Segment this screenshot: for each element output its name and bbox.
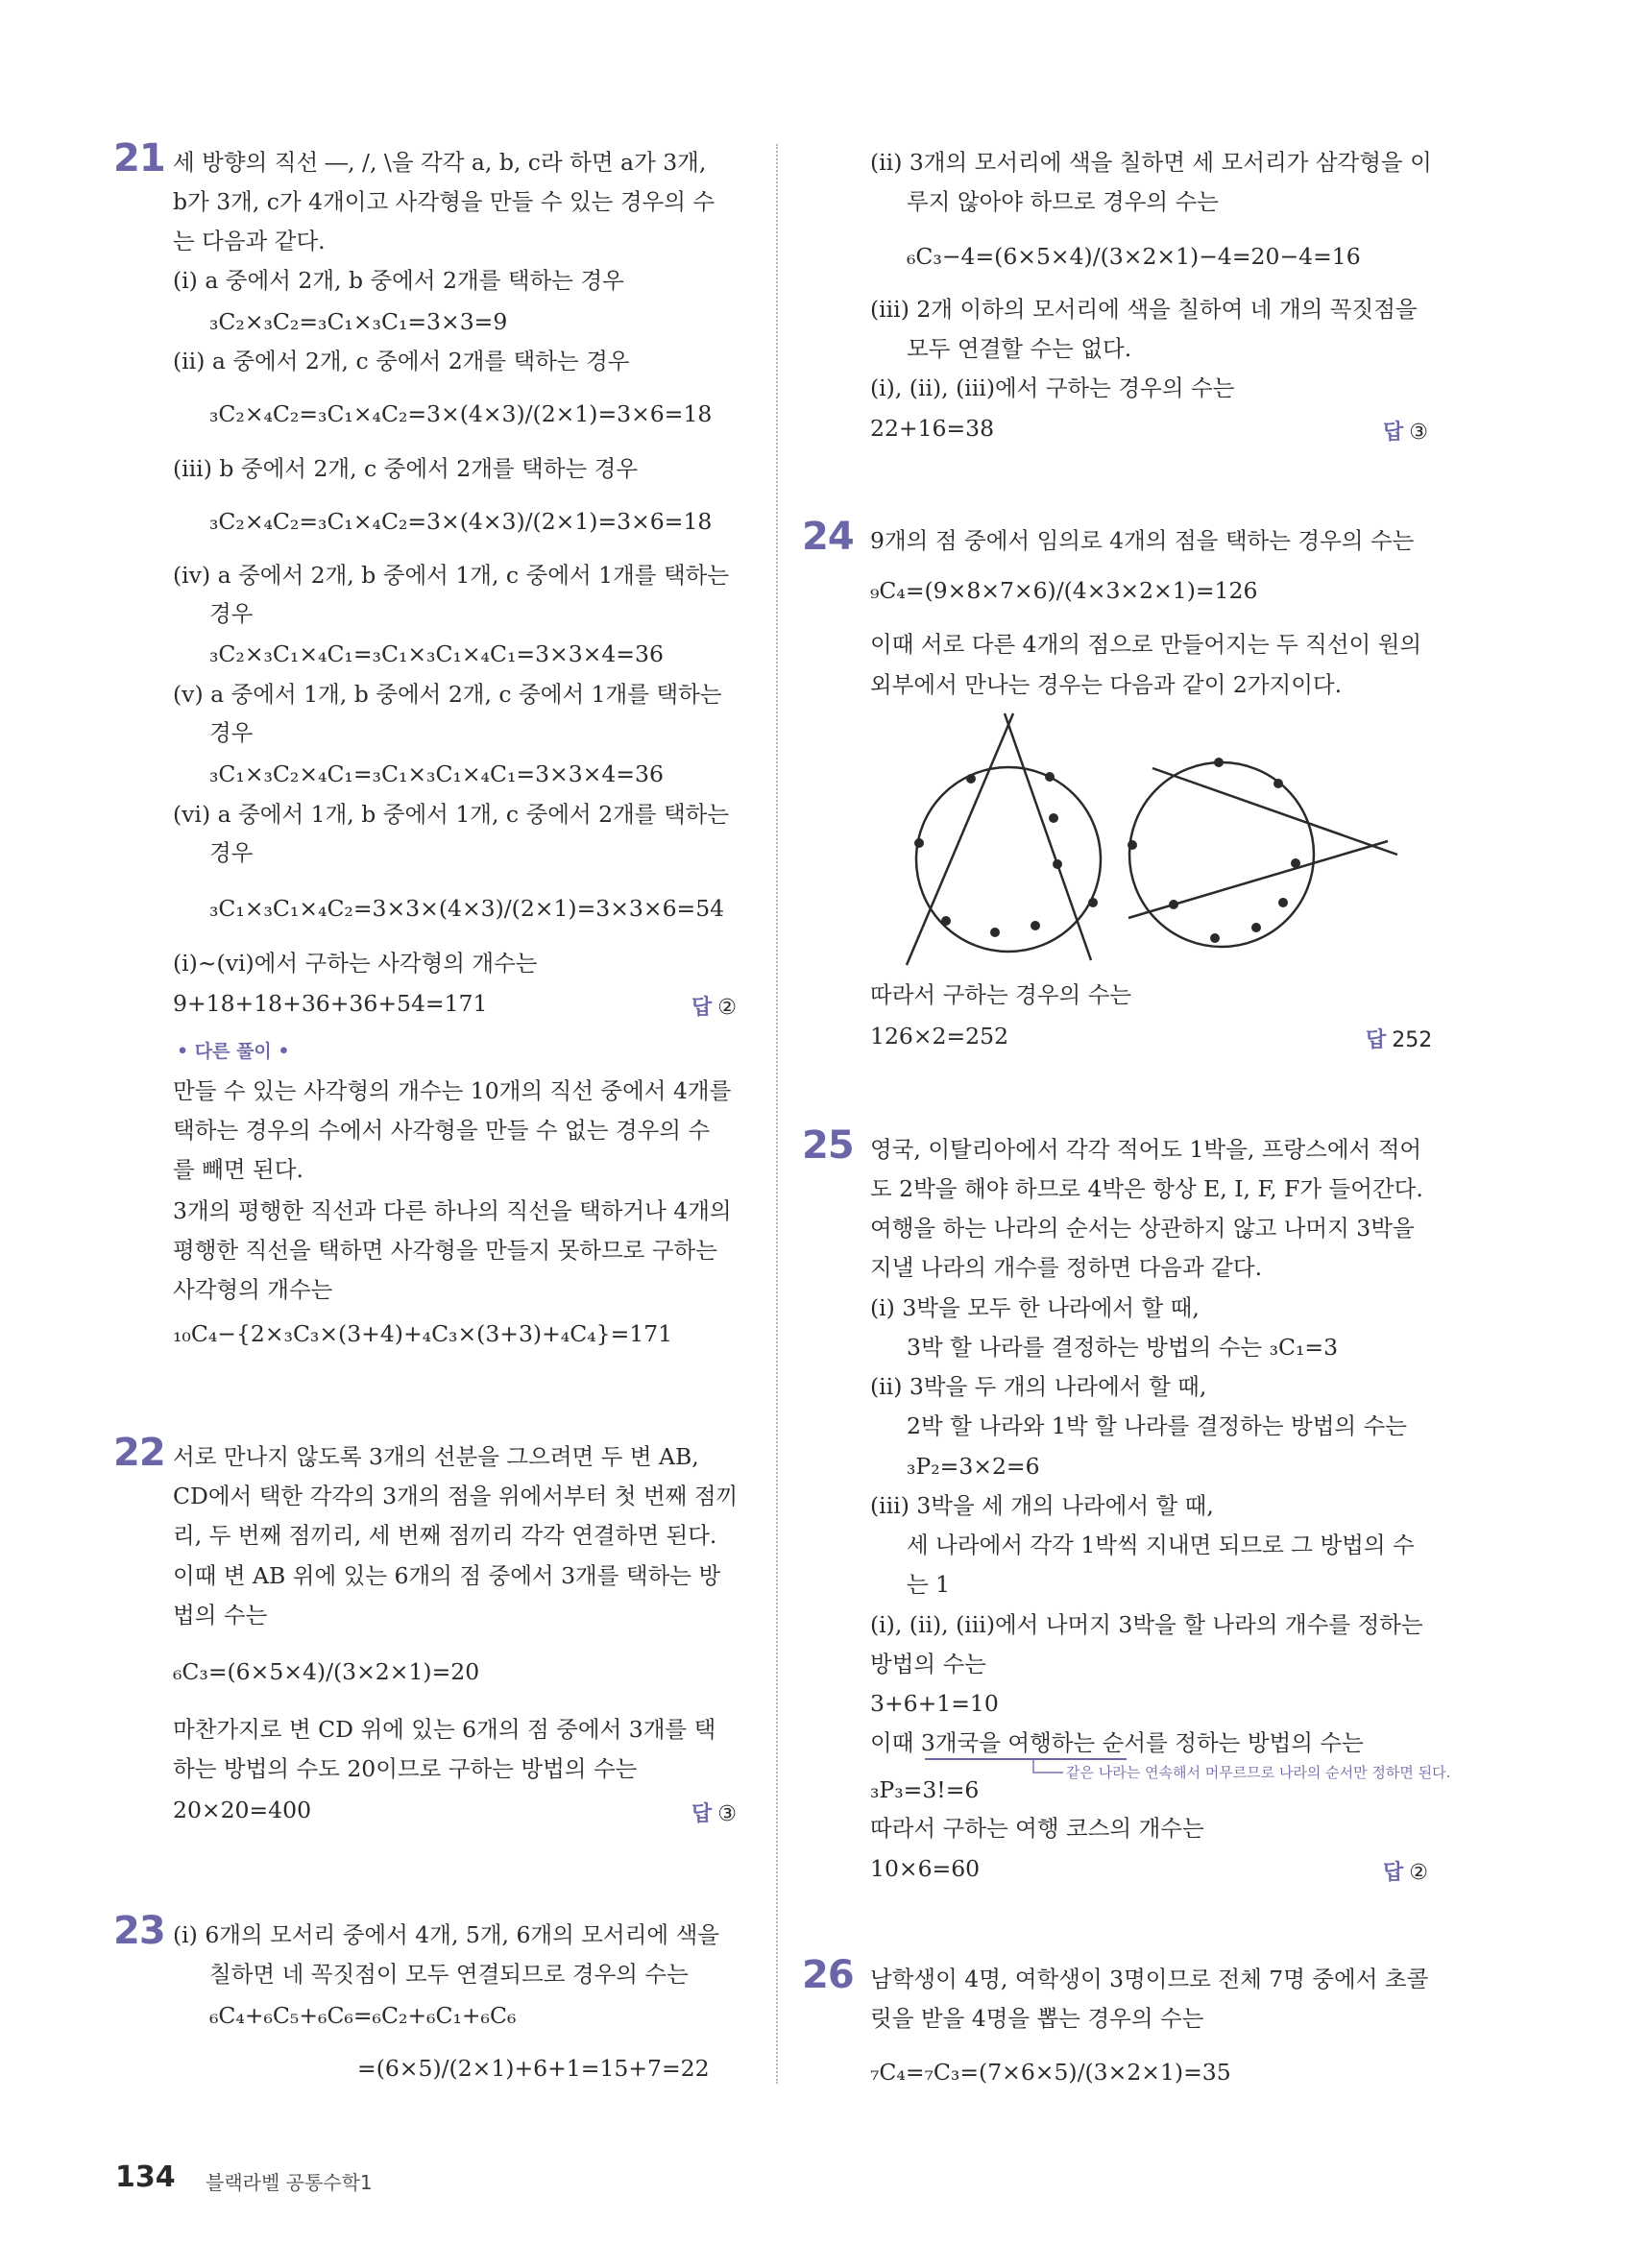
text-line: (ⅳ) a 중에서 2개, b 중에서 1개, c 중에서 1개를 택하는 xyxy=(173,562,730,589)
text-line: 도 2박을 해야 하므로 4박은 항상 E, I, F, F가 들어간다. xyxy=(870,1175,1423,1202)
text-line: b가 3개, c가 4개이고 사각형을 만들 수 있는 경우의 수 xyxy=(173,188,715,215)
text-line: 세 나라에서 각각 1박씩 지내면 되므로 그 방법의 수 xyxy=(907,1532,1415,1558)
answer-value: ② xyxy=(1409,1861,1428,1885)
answer xyxy=(1383,416,1428,446)
answer xyxy=(691,991,737,1021)
figure-point xyxy=(1053,859,1062,869)
text-line: 따라서 구하는 여행 코스의 개수는 xyxy=(870,1815,1204,1842)
figure-line xyxy=(1005,713,1091,960)
answer-value: 252 xyxy=(1392,1028,1433,1052)
figure-line xyxy=(907,713,1013,965)
figure-point xyxy=(990,928,1000,937)
text-line: (ⅰ), (ⅱ), (ⅲ)에서 나머지 3박을 할 나라의 개수를 정하는 xyxy=(870,1611,1423,1638)
figure-point xyxy=(966,774,976,784)
text-line: (ⅱ) a 중에서 2개, c 중에서 2개를 택하는 경우 xyxy=(173,348,630,374)
figure-line xyxy=(1128,841,1388,918)
text-line: (ⅰ) 3박을 모두 한 나라에서 할 때, xyxy=(870,1294,1200,1321)
page-number: 134 xyxy=(115,2160,176,2194)
formula: ₆C₄+₆C₅+₆C₆=₆C₂+₆C₁+₆C₆ xyxy=(209,2002,517,2029)
formula: ₃C₁×₃C₂×₄C₁=₃C₁×₃C₁×₄C₁=3×3×4=36 xyxy=(209,760,664,787)
text-line: 이때 3개국을 여행하는 순서를 정하는 방법의 수는 xyxy=(870,1729,1364,1756)
text-line: (ⅰ) a 중에서 2개, b 중에서 2개를 택하는 경우 xyxy=(173,267,624,294)
text-line: 남학생이 4명, 여학생이 3명이므로 전체 7명 중에서 초콜 xyxy=(870,1966,1429,1992)
problem-number: 23 xyxy=(113,1909,165,1953)
formula: ₃C₂×₃C₁×₄C₁=₃C₁×₃C₁×₄C₁=3×3×4=36 xyxy=(209,640,664,667)
formula: ₃C₂×₄C₂=₃C₁×₄C₂=3×(4×3)/(2×1)=3×6=18 xyxy=(209,508,713,535)
text-line: 평행한 직선을 택하면 사각형을 만들지 못하므로 구하는 xyxy=(173,1237,717,1264)
text-line: 방법의 수는 xyxy=(870,1651,986,1677)
text-line: 는 1 xyxy=(907,1571,951,1598)
formula: =(6×5)/(2×1)+6+1=15+7=22 xyxy=(357,2055,710,2082)
formula: ₇C₄=₇C₃=(7×6×5)/(3×2×1)=35 xyxy=(870,2059,1231,2086)
figure-point xyxy=(1128,840,1137,850)
formula: ₃P₃=3!=6 xyxy=(870,1776,980,1803)
answer-value: ② xyxy=(717,996,737,1020)
figure-point xyxy=(1214,758,1224,767)
alt-solution-title: • 다른 풀이 • xyxy=(177,1041,290,1062)
figure-point xyxy=(1278,898,1288,907)
answer-label: 답 xyxy=(1366,1028,1387,1052)
figure-point xyxy=(1088,898,1098,907)
text-line: 모두 연결할 수는 없다. xyxy=(907,335,1132,362)
text-line: 사각형의 개수는 xyxy=(173,1276,333,1303)
text-line: 2박 할 나라와 1박 할 나라를 결정하는 방법의 수는 xyxy=(907,1412,1407,1439)
figure-point xyxy=(1291,858,1300,868)
text-line: 는 다음과 같다. xyxy=(173,228,326,254)
text-line: 하는 방법의 수도 20이므로 구하는 방법의 수는 xyxy=(173,1755,638,1782)
text-line: 리, 두 번째 점끼리, 세 번째 점끼리 각각 연결하면 된다. xyxy=(173,1522,717,1549)
text-line: 이때 변 AB 위에 있는 6개의 점 중에서 3개를 택하는 방 xyxy=(173,1562,721,1589)
highlight-underline xyxy=(925,1758,1127,1760)
text-line: 경우 xyxy=(209,600,254,627)
problem-number: 24 xyxy=(802,515,854,559)
formula: ₃C₂×₃C₂=₃C₁×₃C₁=3×3=9 xyxy=(209,308,508,335)
text-line: 9개의 점 중에서 임의로 4개의 점을 택하는 경우의 수는 xyxy=(870,527,1415,554)
text-line: 법의 수는 xyxy=(173,1602,268,1629)
formula: ₃C₂×₄C₂=₃C₁×₄C₂=3×(4×3)/(2×1)=3×6=18 xyxy=(209,400,713,427)
formula: ₃P₂=3×2=6 xyxy=(907,1453,1040,1480)
text-line: 3개의 평행한 직선과 다른 하나의 직선을 택하거나 4개의 xyxy=(173,1197,732,1224)
text-line: 외부에서 만나는 경우는 다음과 같이 2가지이다. xyxy=(870,671,1343,698)
text-line: 영국, 이탈리아에서 각각 적어도 1박을, 프랑스에서 적어 xyxy=(870,1136,1422,1163)
figure-point xyxy=(1210,933,1220,943)
answer xyxy=(1383,1856,1428,1886)
formula: ₃C₁×₃C₁×₄C₂=3×3×(4×3)/(2×1)=3×3×6=54 xyxy=(209,895,725,922)
text-line: (ⅱ) 3개의 모서리에 색을 칠하면 세 모서리가 삼각형을 이 xyxy=(870,149,1432,176)
text-line: 칠하면 네 꼭짓점이 모두 연결되므로 경우의 수는 xyxy=(209,1961,689,1988)
formula: ₉C₄=(9×8×7×6)/(4×3×2×1)=126 xyxy=(870,577,1258,604)
note-connector xyxy=(1032,1760,1063,1773)
text-line: 따라서 구하는 경우의 수는 xyxy=(870,981,1132,1008)
text-line: 지낼 나라의 개수를 정하면 다음과 같다. xyxy=(870,1254,1263,1281)
figure-point xyxy=(1031,921,1040,930)
answer xyxy=(691,1798,737,1827)
text-line: (ⅰ) 6개의 모서리 중에서 4개, 5개, 6개의 모서리에 색을 xyxy=(173,1921,719,1948)
figure-point xyxy=(1045,772,1055,782)
text-line: 루지 않아야 하므로 경우의 수는 xyxy=(907,188,1219,215)
formula: 126×2=252 xyxy=(870,1023,1009,1050)
problem-number: 22 xyxy=(113,1431,165,1475)
figure-point xyxy=(1169,900,1178,909)
formula: 22+16=38 xyxy=(870,415,995,442)
circle-intersection-figure xyxy=(864,711,1421,979)
formula: ₆C₃−4=(6×5×4)/(3×2×1)−4=20−4=16 xyxy=(907,243,1361,270)
text-line: 택하는 경우의 수에서 사각형을 만들 수 없는 경우의 수 xyxy=(173,1117,711,1144)
answer-value: ③ xyxy=(717,1802,737,1826)
text-line: 릿을 받을 4명을 뽑는 경우의 수는 xyxy=(870,2005,1204,2032)
text-line: (ⅲ) 2개 이하의 모서리에 색을 칠하여 네 개의 꼭짓점을 xyxy=(870,296,1418,323)
formula: ₆C₃=(6×5×4)/(3×2×1)=20 xyxy=(173,1658,480,1685)
text-line: (ⅰ), (ⅱ), (ⅲ)에서 구하는 경우의 수는 xyxy=(870,374,1235,401)
answer-label: 답 xyxy=(691,1802,713,1826)
figure-point xyxy=(914,838,924,848)
text-line: (ⅱ) 3박을 두 개의 나라에서 할 때, xyxy=(870,1373,1207,1400)
text-line: 만들 수 있는 사각형의 개수는 10개의 직선 중에서 4개를 xyxy=(173,1077,732,1104)
formula: 9+18+18+36+36+54=171 xyxy=(173,990,488,1017)
answer-value: ③ xyxy=(1409,421,1428,445)
figure-circle-right xyxy=(1129,762,1314,947)
problem-number: 25 xyxy=(802,1123,854,1168)
text-line: 경우 xyxy=(209,839,254,866)
formula: ₁₀C₄−{2×₃C₃×(3+4)+₄C₃×(3+3)+₄C₄}=171 xyxy=(173,1320,673,1347)
formula: 3+6+1=10 xyxy=(870,1690,999,1717)
book-title: 블랙라벨 공통수학1 xyxy=(206,2171,373,2194)
text-line: (ⅲ) b 중에서 2개, c 중에서 2개를 택하는 경우 xyxy=(173,455,639,482)
figure-point xyxy=(1049,813,1058,823)
text-line: 여행을 하는 나라의 순서는 상관하지 않고 나머지 3박을 xyxy=(870,1215,1415,1242)
text-line: 서로 만나지 않도록 3개의 선분을 그으려면 두 변 AB, xyxy=(173,1443,699,1470)
answer xyxy=(1366,1024,1432,1053)
figure-point xyxy=(1273,779,1283,788)
text-line: 이때 서로 다른 4개의 점으로 만들어지는 두 직선이 원의 xyxy=(870,631,1422,658)
answer-label: 답 xyxy=(1383,421,1404,445)
text-line: 를 빼면 된다. xyxy=(173,1156,303,1183)
formula: 10×6=60 xyxy=(870,1855,981,1882)
text-line: 세 방향의 직선 ―, /, \을 각각 a, b, c라 하면 a가 3개, xyxy=(173,149,707,176)
text-line: (ⅵ) a 중에서 1개, b 중에서 1개, c 중에서 2개를 택하는 xyxy=(173,801,730,828)
margin-note: 같은 나라는 연속해서 머무르므로 나라의 순서만 정하면 된다. xyxy=(1066,1764,1451,1781)
text-line: (ⅲ) 3박을 세 개의 나라에서 할 때, xyxy=(870,1492,1214,1519)
figure-point xyxy=(941,916,951,926)
text-line: (ⅴ) a 중에서 1개, b 중에서 2개, c 중에서 1개를 택하는 xyxy=(173,681,722,708)
text-line: 경우 xyxy=(209,719,254,746)
figure-point xyxy=(1251,923,1261,932)
answer-label: 답 xyxy=(691,996,713,1020)
answer-label: 답 xyxy=(1383,1861,1404,1885)
formula: 20×20=400 xyxy=(173,1797,312,1823)
problem-number: 21 xyxy=(113,136,165,181)
text-line: (ⅰ)~(ⅵ)에서 구하는 사각형의 개수는 xyxy=(173,950,538,977)
text-line: 마찬가지로 변 CD 위에 있는 6개의 점 중에서 3개를 택 xyxy=(173,1716,716,1743)
problem-number: 26 xyxy=(802,1953,854,1997)
text-line: 3박 할 나라를 결정하는 방법의 수는 ₃C₁=3 xyxy=(907,1334,1339,1361)
column-divider xyxy=(776,144,778,2084)
text-line: CD에서 택한 각각의 3개의 점을 위에서부터 첫 번째 점끼 xyxy=(173,1483,739,1509)
